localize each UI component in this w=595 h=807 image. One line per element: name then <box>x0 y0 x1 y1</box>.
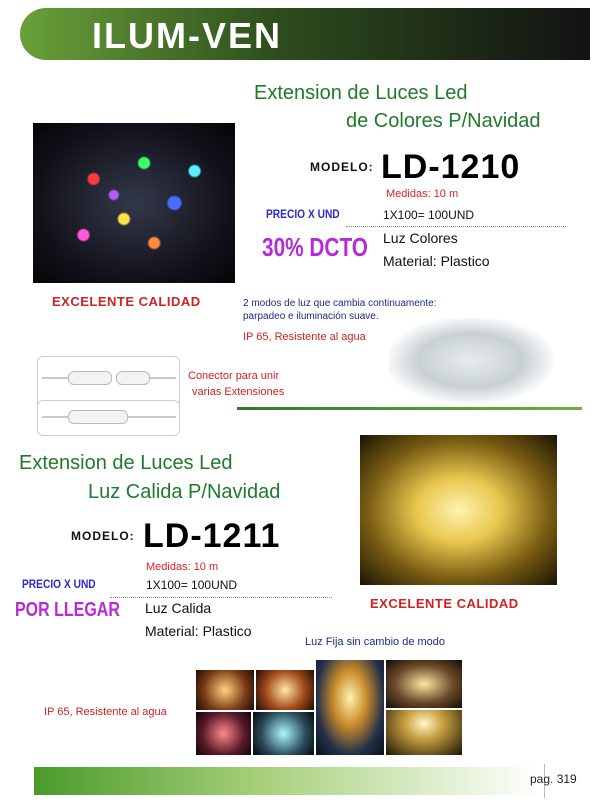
warm-lights-photo <box>360 435 557 585</box>
product2-calidad: EXCELENTE CALIDAD <box>370 596 519 611</box>
product2-unidades: 1X100= 100UND <box>146 578 238 592</box>
decoration-collage <box>196 650 462 755</box>
connector-caption-line2: varias Extensiones <box>192 386 285 398</box>
product1-unidades: 1X100= 100UND <box>383 208 475 222</box>
product2-precio-value: POR LLEGAR <box>15 599 120 621</box>
product2-divider <box>110 597 332 598</box>
product1-feature-material: Material: Plastico <box>383 253 490 269</box>
product1-ip: IP 65, Resistente al agua <box>243 331 366 343</box>
product1-precio-label: PRECIO X UND <box>266 207 340 221</box>
product2-feature-material: Material: Plastico <box>145 623 252 639</box>
product2-ip: IP 65, Resistente al agua <box>44 706 167 718</box>
product1-calidad: EXCELENTE CALIDAD <box>52 294 201 309</box>
connector-photo-joined <box>37 400 180 436</box>
footer-bar <box>34 767 539 795</box>
product2-feature-color: Luz Calida <box>145 600 212 616</box>
product1-model-label: MODELO: <box>310 160 374 174</box>
product2-model: LD-1211 <box>143 517 281 555</box>
section-divider <box>237 407 582 410</box>
product1-modos: 2 modos de luz que cambia continuamente: parpadeo e iluminación suave. <box>243 298 437 322</box>
product2-fija: Luz Fija sin cambio de modo <box>305 636 446 648</box>
page-number: pag. 319 <box>530 772 577 786</box>
connector-caption-line1: Conector para unir <box>188 370 280 382</box>
white-lights-photo <box>388 318 553 403</box>
product1-feature-color: Luz Colores <box>383 230 458 246</box>
product2-title-line1: Extension de Luces Led <box>19 452 233 474</box>
product2-precio-label: PRECIO X UND <box>22 577 96 591</box>
product1-title-line1: Extension de Luces Led <box>254 82 468 104</box>
product2-title-line2: Luz Calida P/Navidad <box>88 481 281 503</box>
colored-lights-photo <box>33 123 235 283</box>
brand-title: ILUM-VEN <box>92 15 282 56</box>
product2-medidas: Medidas: 10 m <box>146 561 219 573</box>
product1-divider <box>346 226 566 227</box>
product2-model-label: MODELO: <box>71 529 135 543</box>
product1-title-line2: de Colores P/Navidad <box>346 110 541 132</box>
product1-model: LD-1210 <box>381 148 521 186</box>
product1-precio-value: 30% DCTO <box>262 232 368 262</box>
product1-medidas: Medidas: 10 m <box>386 188 459 200</box>
